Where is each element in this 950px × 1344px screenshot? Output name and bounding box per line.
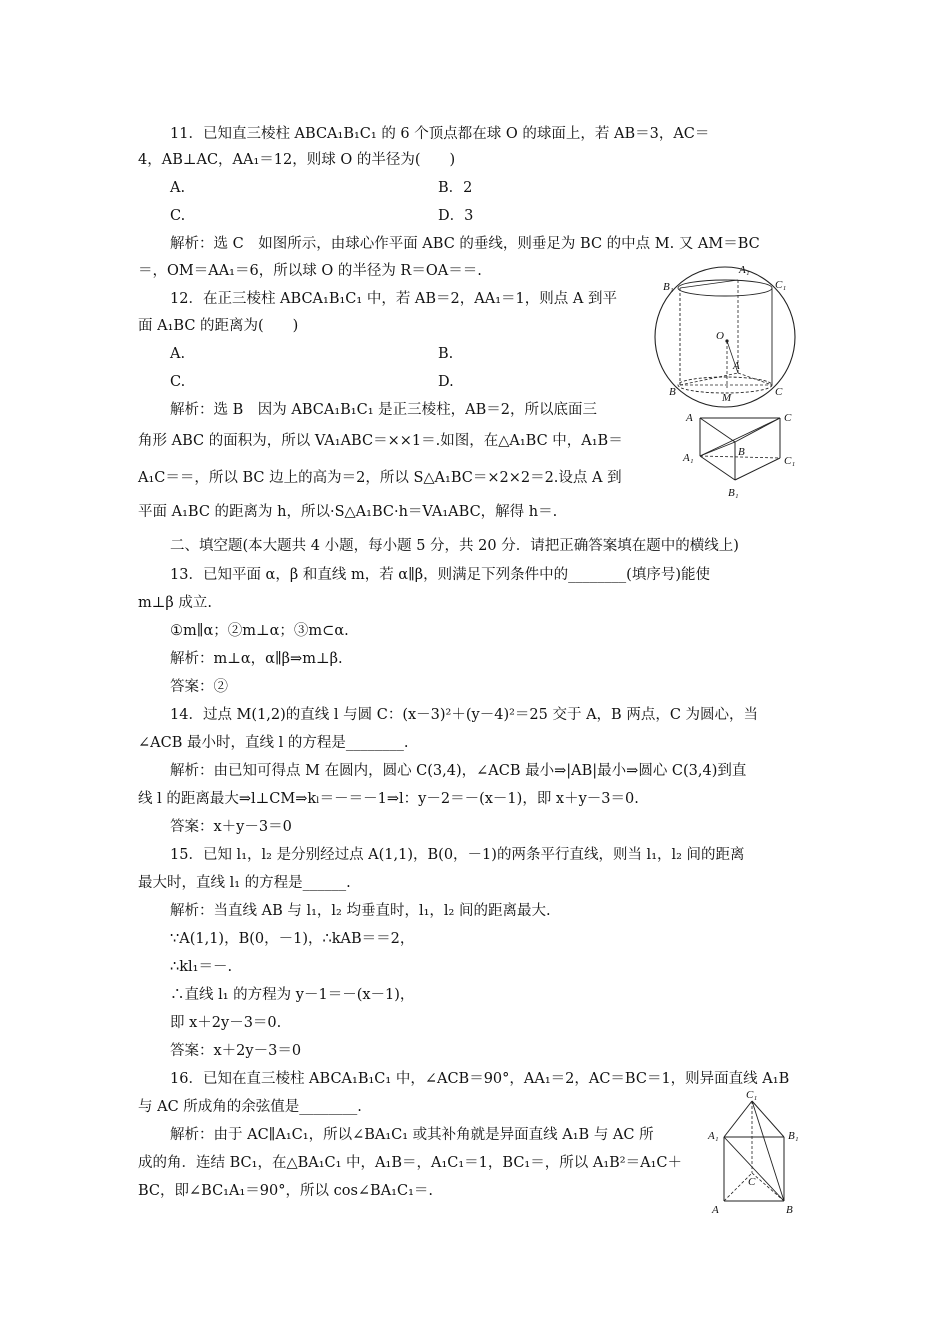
problem-14-line-2: ∠ACB 最小时，直线 l 的方程是________. <box>138 735 409 751</box>
problem-16-line-1: 16．已知在直三棱柱 ABCA₁B₁C₁ 中，∠ACB＝90°，AA₁＝2，AC＝BC＝1，则异面直线 A₁B <box>170 1071 790 1087</box>
problem-15-line-2: 最大时，直线 l₁ 的方程是______. <box>138 875 351 891</box>
option-d: D. <box>438 374 454 390</box>
option-a: A. <box>170 346 186 362</box>
solution-13: 解析：m⊥α，α∥β⇒m⊥β. <box>170 651 343 667</box>
prism16-label: C <box>748 1176 756 1188</box>
problem-11-line-2: 4，AB⊥AC，AA₁＝12，则球 O 的半径为( ) <box>138 152 456 168</box>
prism16-label: A <box>712 1204 719 1216</box>
solution-16-line-1: 解析：由于 AC∥A₁C₁，所以∠BA₁C₁ 或其补角就是异面直线 A₁B 与 AC 所 <box>170 1127 654 1143</box>
sphere-label: A <box>733 360 740 372</box>
solution-15-line-3: ∴kl₁＝－. <box>170 959 233 975</box>
prism12-label: B₁ <box>728 487 739 499</box>
prism12-label: C <box>784 412 792 424</box>
problem-13-line-1: 13．已知平面 α，β 和直线 m，若 α∥β，则满足下列条件中的________(填序号)能使 <box>170 567 710 583</box>
prism16-label: A₁ <box>708 1130 719 1142</box>
option-a: A. <box>170 180 186 196</box>
problem-16-line-2: 与 AC 所成角的余弦值是________. <box>138 1099 362 1115</box>
prism-12-figure <box>680 408 805 506</box>
sphere-prism-figure <box>645 255 805 410</box>
prism12-label: B <box>738 446 745 458</box>
solution-16-line-3: BC，即∠BC₁A₁＝90°，所以 cos∠BA₁C₁＝. <box>138 1183 433 1199</box>
prism12-label: A <box>686 412 693 424</box>
problem-15-line-1: 15．已知 l₁，l₂ 是分别经过点 A(1,1)，B(0，－1)的两条平行直线，则当 l₁，l₂ 间的距离 <box>170 847 745 863</box>
solution-12-line-3: A₁C＝＝，所以 BC 边上的高为＝2，所以 S△A₁BC＝×2×2＝2.设点 A 到 <box>138 470 622 486</box>
problem-13-line-2: m⊥β 成立. <box>138 595 212 611</box>
solution-12-line-1: 解析：选 B 因为 ABCA₁B₁C₁ 是正三棱柱，AB＝2，所以底面三 <box>170 402 597 418</box>
solution-12-line-4: 平面 A₁BC 的距离为 h，所以·S△A₁BC·h＝VA₁ABC，解得 h＝. <box>138 504 558 520</box>
option-d: D．3 <box>438 208 474 224</box>
prism16-label: C₁ <box>746 1089 758 1101</box>
option-c: C. <box>170 374 186 390</box>
problem-11-line-1: 11．已知直三棱柱 ABCA₁B₁C₁ 的 6 个顶点都在球 O 的球面上，若 AB＝3，AC＝ <box>170 126 710 142</box>
answer-15: 答案：x＋2y－3＝0 <box>170 1043 302 1059</box>
answer-14: 答案：x＋y－3＝0 <box>170 819 292 835</box>
problem-13-options: ①m∥α；②m⊥α；③m⊂α. <box>170 623 349 639</box>
prism12-label: A₁ <box>683 452 694 464</box>
sphere-label: C <box>775 386 783 398</box>
sphere-label: B₁ <box>663 281 674 293</box>
section-heading: 二、填空题(本大题共 4 小题，每小题 5 分，共 20 分．请把正确答案填在题中的横线上) <box>170 538 739 554</box>
solution-15-line-5: 即 x＋2y－3＝0. <box>170 1015 282 1031</box>
solution-15-line-4: ∴直线 l₁ 的方程为 y－1＝－(x－1)， <box>170 987 415 1003</box>
solution-16-line-2: 成的角．连结 BC₁，在△BA₁C₁ 中，A₁B＝，A₁C₁＝1，BC₁＝，所以 A₁B²＝A₁C＋ <box>138 1155 682 1171</box>
solution-14-line-2: 线 l 的距离最大⇒l⊥CM⇒kₗ＝－＝－1⇒l：y－2＝－(x－1)，即 x＋y－3＝0. <box>138 791 639 807</box>
solution-15-line-1: 解析：当直线 AB 与 l₁，l₂ 均垂直时，l₁，l₂ 间的距离最大. <box>170 903 551 919</box>
sphere-label: C₁ <box>775 279 787 291</box>
option-b: B．2 <box>438 180 473 196</box>
prism16-label: B <box>786 1204 793 1216</box>
prism12-label: C₁ <box>784 455 796 467</box>
problem-14-line-1: 14．过点 M(1,2)的直线 l 与圆 C：(x－3)²＋(y－4)²＝25 交于 A，B 两点，C 为圆心，当 <box>170 707 759 723</box>
problem-12-line-1: 12．在正三棱柱 ABCA₁B₁C₁ 中，若 AB＝2，AA₁＝1，则点 A 到平 <box>170 291 617 307</box>
solution-12-line-2: 角形 ABC 的面积为，所以 VA₁ABC＝××1＝.如图，在△A₁BC 中，A₁B＝ <box>138 433 623 449</box>
prism-16-figure <box>706 1089 806 1217</box>
sphere-label: M <box>722 392 732 404</box>
solution-11-line-2: ＝，OM＝AA₁＝6，所以球 O 的半径为 R＝OA＝＝. <box>138 263 482 279</box>
option-c: C. <box>170 208 186 224</box>
prism16-label: B₁ <box>788 1130 799 1142</box>
answer-13: 答案：② <box>170 679 228 695</box>
sphere-label: A₁ <box>739 264 750 276</box>
solution-15-line-2: ∵A(1,1)，B(0，－1)，∴kAB＝＝2， <box>170 931 415 947</box>
solution-11-line-1: 解析：选 C 如图所示，由球心作平面 ABC 的垂线，则垂足为 BC 的中点 M. 又 AM＝BC <box>170 236 760 252</box>
problem-12-line-2: 面 A₁BC 的距离为( ) <box>138 318 299 334</box>
sphere-label: O <box>716 330 724 342</box>
solution-14-line-1: 解析：由已知可得点 M 在圆内，圆心 C(3,4)，∠ACB 最小⇒|AB|最小⇒圆心 C(3,4)到直 <box>170 763 747 779</box>
option-b: B. <box>438 346 454 362</box>
sphere-label: B <box>669 386 676 398</box>
